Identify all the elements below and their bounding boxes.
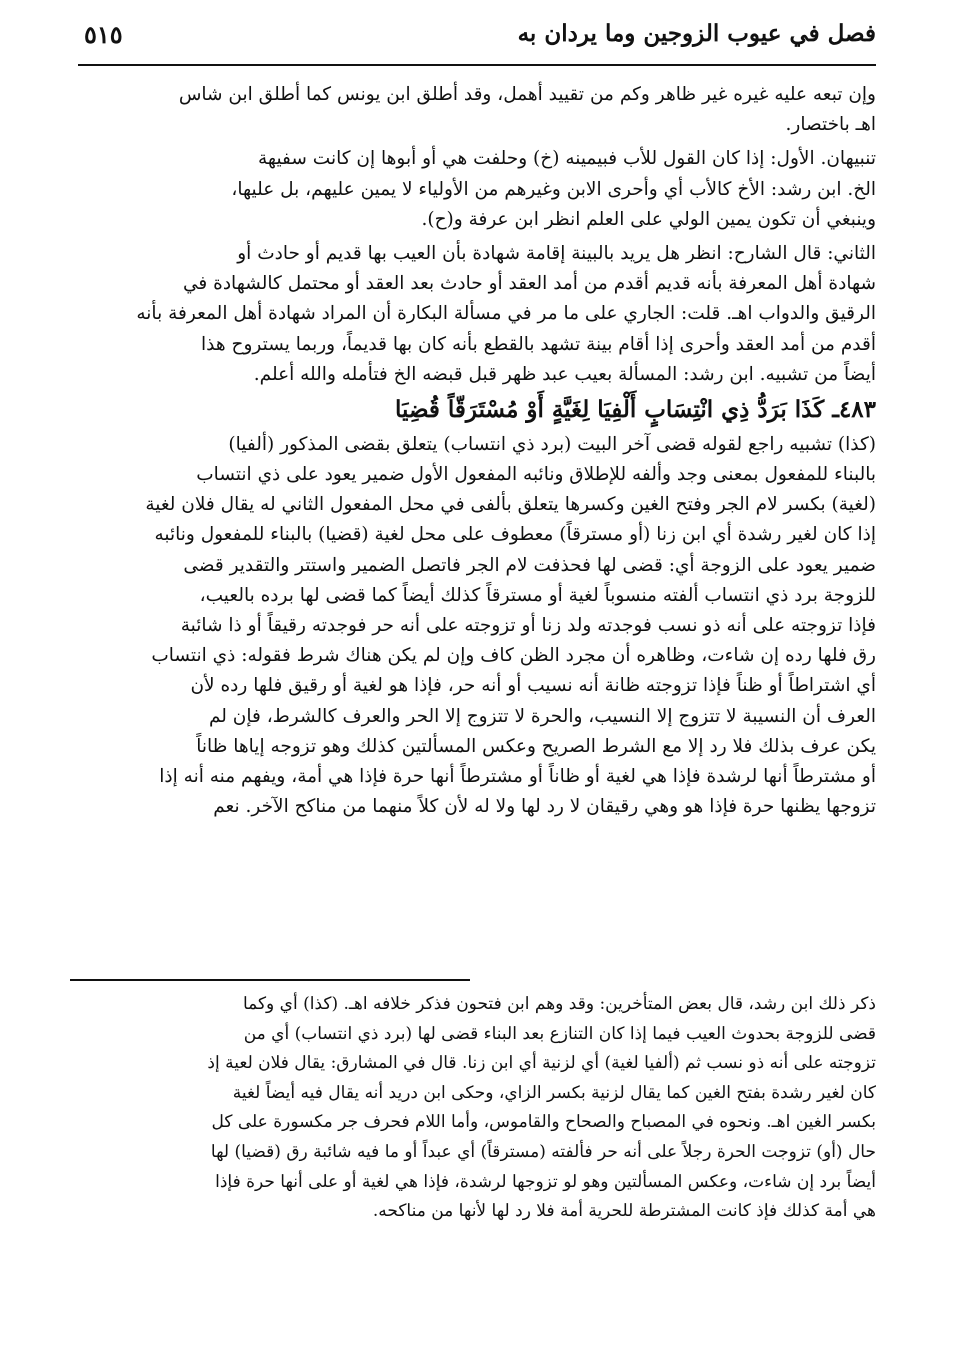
text-line: الخ. ابن رشد: الأخ كالأب أي وأحرى الابن وغيرهم من الأولياء لا يمين عليهم، بل عليها، — [231, 178, 876, 200]
footnote-line: أيضاً برد إن شاءت، وعكس المسألتين وهو لو تزوجها لرشدة، فإذا هي لغية أو على أنها حرة فإذا — [215, 1171, 876, 1192]
commentary-line: فإذا تزوجته على أنه ذو نسب فوجدته ولد زنا أو تزوجته على أنه حر فوجدته رقيقاً أو ذا شائبة — [180, 615, 876, 636]
commentary-line: تزوجها يظنها حرة فإذا هو وهي رقيقان لا رد لها ولا له لأن كلاً منهما من مناكح الآخر. نعم — [213, 796, 876, 818]
commentary-line: رق فلها رده إن شاءت، وظاهره أن مجرد الظن كاف وإن لم يكن هناك شرط فقوله: ذي انتساب — [151, 645, 876, 667]
footnote-line: بكسر الغين اهـ. ونحوه في المصباح والصحاح والقاموس، وأما اللام فحرف جر مكسورة على كل — [211, 1112, 876, 1133]
footnote-line: تزوجته على أنه ذو نسب ثم (ألفيا لغية) أي لزنية أي ابن زنا. قال في المشارق: يقال فلان لعية إذ — [207, 1053, 876, 1074]
footnote-line: حال (أو) تزوجت الحرة رجلاً على أنه حر فألفته (مسترقاً) أي عبداً أو ما فيه شائبة رق (قضيا) لها — [210, 1141, 876, 1162]
commentary-line: يكن عرف بذلك فلا رد إلا مع الشرط الصريح وعكس المسألتين كذلك وهو تزوجه إياها ظاناً — [196, 735, 876, 757]
text-line: وينبغي أن تكون يمين الولي على العلم انظر ابن عرفة و(ح). — [421, 208, 876, 230]
footnote-divider — [70, 979, 470, 981]
text-line: وإن تبعه عليه غيره غير ظاهر وكم من تقييد أهمل، وقد أطلق ابن يونس كما أطلق ابن شاس — [178, 84, 876, 105]
commentary-line: أي اشتراطاً أو ظناً فإذا تزوجته ظانة أنه نسيب أو أنه حر، فإذا هو لغية أو رقيق فلها رده لأن — [190, 675, 876, 697]
commentary-line: أو مشترطاً أنها لرشدة فإذا هي لغية أو ظاناً أو مشترطاً أنها حرة فإذا هي أمة، ويفهم منه أنه إذا — [159, 765, 876, 787]
footnote-line: كان لغير رشدة بفتح الغين كما يقال لزنية بكسر الزاي، وحكى ابن دريد أنه يقال فيه أيضاً لغية — [232, 1082, 876, 1103]
text-line: تنبيهان. الأول: إذا كان القول للأب فبيمينه (خ) وحلفت هي أو أبوها إن كانت سفيهة — [258, 148, 876, 170]
footnote-line: هي أمة كذلك فإذ كانت المشترطة للحرية أمة فلا رد لها لأنها من مناكحه. — [372, 1201, 876, 1222]
text-line: اهـ باختصار. — [785, 114, 876, 136]
chapter-title: فصل في عيوب الزوجين وما يردان به — [517, 20, 876, 47]
commentary-line: للزوجة برد ذي انتساب ألفته منسوباً لغية أو مسترقاً كذلك أيضاً كما قضى لها برده بالعيب، — [199, 584, 876, 606]
commentary-line: (كذا) تشبيه راجع لقوله قضى آخر البيت (برد ذي انتساب) يتعلق بقضى المذكور (ألفيا) — [228, 433, 876, 455]
footnotes — [70, 990, 876, 1227]
commentary-line: (لغية) بكسر لام الجر وفتح الغين وكسرها يتعلق بألفى في محل المفعول الثاني له يقال فلان لغية — [145, 494, 876, 516]
commentary-line: بالبناء للمفعول بمعنى وجد وألفه للإطلاق ونائبه المفعول الأول ضمير يعود على ذي انتساب — [196, 464, 876, 486]
text-line: شهادة أهل المعرفة بأنه قديم أقدم من أمد العقد أو حادث بعد العقد أو محتمل كالشهادة في — [182, 273, 876, 295]
page-number: ٥١٥ — [84, 20, 123, 49]
main-text — [76, 80, 876, 822]
footnote-line: قضى للزوجة بحدوث العيب فيما إذا كان التنازع بعد البناء قضى لها (برد ذي انتساب) أي من — [243, 1023, 876, 1044]
text-line: الثاني: قال الشارح: انظر هل يريد بالبينة إقامة شهادة بأن العيب بها قديم أو حادث أو — [237, 242, 876, 264]
text-line: أقدم من أمد العقد وأحرى إذا أقام بينة تشهد بالقطع بأنه كان بها قديماً، وربما يستروح هذا — [201, 333, 876, 355]
commentary-line: إذا كان لغير رشدة أي ابن زنا (أو مسترقاً) معطوف على محل لغية (قضيا) بالبناء للمفعول ونائبه — [154, 524, 876, 546]
text-line: أيضاً من تشبيه. ابن رشد: المسألة بعيب عبد ظهر قبل قبضه الخ فتأمله والله أعلم. — [253, 363, 876, 385]
header-divider — [78, 64, 876, 66]
text-line: الرقيق والدواب اهـ. قلت: الجاري على ما مر في مسألة البكارة أن المراد شهادة أهل المعرفة بأنه — [136, 303, 876, 325]
commentary-line: العرف أن النسيبة لا تتزوج إلا النسيب، والحرة لا تتزوج إلا الحر والعرف كالشرط، فإن لم — [208, 705, 876, 727]
commentary-line: ضمير يعود على الزوجة أي: قضى لها فحذفت لام الجر فاتصل الضمير واستتر والتقدير قضى — [183, 554, 876, 576]
page-header — [70, 18, 876, 58]
footnote-line: ذكر ذلك ابن رشد، قال بعض المتأخرين: وقد وهم ابن فتحون فذكر خلافه اهـ. (كذا) أي وكما — [242, 994, 876, 1014]
verse-line: ٤٨٣ـ كَذَا بَرَدُّ ذِي انْتِسَابٍ أَلْفِيَا لِغَيَّةٍ أَوْ مُسْتَرَقّاً قُضِيَا — [395, 395, 876, 423]
